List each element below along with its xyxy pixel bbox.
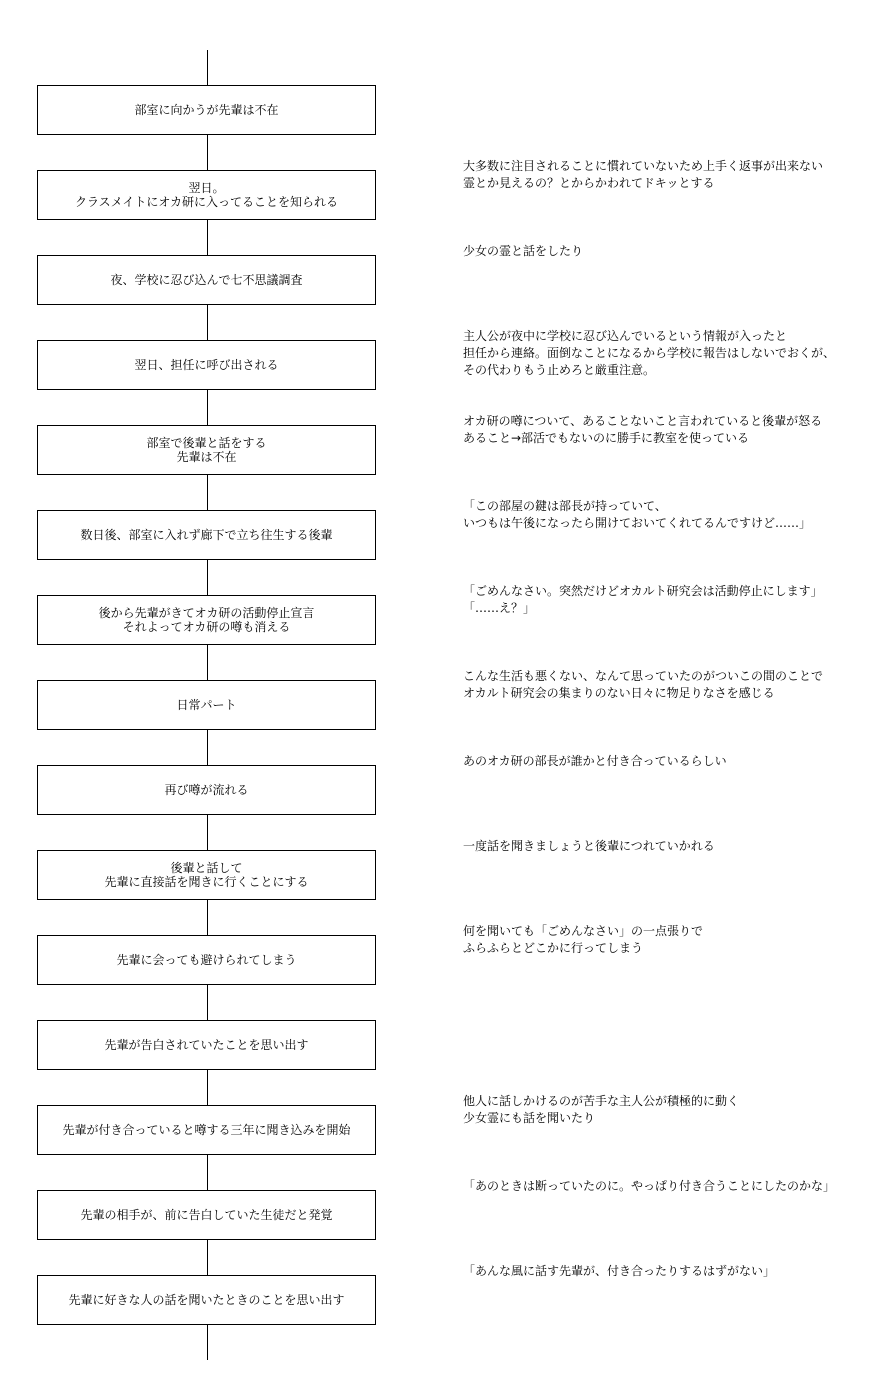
step-box <box>37 680 376 730</box>
step-label: 部室に向かうが先輩は不在 <box>134 103 279 117</box>
step-label: 数日後、部室に入れず廊下で立ち往生する後輩 <box>80 528 333 542</box>
note-line: 主人公が夜中に学校に忍び込んでいるという情報が入ったと <box>463 329 788 343</box>
step-box <box>37 1190 376 1240</box>
step-note <box>463 328 863 379</box>
step-label: 先輩に直接話を聞きに行くことにする <box>104 875 309 889</box>
step-box <box>37 510 376 560</box>
note-line: 「この部屋の鍵は部長が持っていて、 <box>463 499 667 513</box>
note-line: あのオカ研の部長が誰かと付き合っているらしい <box>463 754 727 768</box>
step-box <box>37 85 376 135</box>
step-note <box>463 838 863 855</box>
step-box <box>37 425 376 475</box>
step-label: 先輩に好きな人の話を聞いたときのことを思い出す <box>68 1293 345 1307</box>
note-line: 「ごめんなさい。突然だけどオカルト研究会は活動停止にします」 <box>463 584 823 598</box>
step-note <box>463 413 863 447</box>
step-label: 先輩に会っても避けられてしまう <box>116 953 297 967</box>
step-note <box>463 1093 863 1127</box>
step-label: 夜、学校に忍び込んで七不思議調査 <box>110 273 303 287</box>
note-line: 「あんな風に話す先輩が、付き合ったりするはずがない」 <box>463 1264 776 1278</box>
step-label: 後輩と話して <box>170 861 243 875</box>
step-label: 翌日。 <box>188 181 225 195</box>
step-note <box>463 668 863 702</box>
step-box <box>37 170 376 220</box>
step-label: 後から先輩がきてオカ研の活動停止宣言 <box>98 606 315 620</box>
note-line: 少女霊にも話を聞いたり <box>463 1111 596 1125</box>
step-label: クラスメイトにオカ研に入ってることを知られる <box>74 195 339 209</box>
step-box <box>37 255 376 305</box>
note-line: こんな生活も悪くない、なんて思っていたのがついこの間のことで <box>463 669 824 683</box>
note-line: 他人に話しかけるのが苦手な主人公が積極的に動く <box>463 1094 740 1108</box>
step-note <box>463 583 863 617</box>
step-label: それよってオカ研の噂も消える <box>122 620 291 634</box>
step-box <box>37 850 376 900</box>
note-line: いつもは午後になったら開けておいてくれてるんですけど……」 <box>463 516 812 530</box>
note-line: 大多数に注目されることに慣れていないため上手く返事が出来ない <box>463 159 824 173</box>
step-box <box>37 1105 376 1155</box>
note-line: 「あのときは断っていたのに。やっぱり付き合うことにしたのかな」 <box>463 1179 836 1193</box>
step-note <box>463 923 863 957</box>
step-label: 部室で後輩と話をする <box>146 436 267 450</box>
step-note <box>463 498 863 532</box>
note-line: その代わりもう止めろと厳重注意。 <box>463 363 656 377</box>
note-line: 担任から連絡。面倒なことになるから学校に報告はしないでおくが、 <box>463 346 836 360</box>
step-label: 先輩は不在 <box>176 450 237 464</box>
step-note <box>463 243 863 260</box>
step-label: 先輩が告白されていたことを思い出す <box>104 1038 309 1052</box>
step-note <box>463 1263 863 1280</box>
step-box <box>37 595 376 645</box>
note-line: 一度話を聞きましょうと後輩につれていかれる <box>463 839 715 853</box>
step-label: 先輩が付き合っていると噂する三年に聞き込みを開始 <box>62 1123 351 1137</box>
step-label: 再び噂が流れる <box>164 783 249 797</box>
step-box <box>37 935 376 985</box>
step-label: 翌日、担任に呼び出される <box>134 358 279 372</box>
step-box <box>37 340 376 390</box>
note-line: 「……え？」 <box>463 601 536 615</box>
step-label: 日常パート <box>176 698 237 712</box>
note-line: ふらふらとどこかに行ってしまう <box>463 941 644 955</box>
step-box <box>37 1275 376 1325</box>
note-line: 霊とか見えるの？とからかわれてドキッとする <box>463 176 715 190</box>
step-label: 先輩の相手が、前に告白していた生徒だと発覚 <box>80 1208 333 1222</box>
note-line: オカルト研究会の集まりのない日々に物足りなさを感じる <box>463 686 775 700</box>
step-box <box>37 1020 376 1070</box>
step-box <box>37 765 376 815</box>
note-line: オカ研の噂について、あることないこと言われていると後輩が怒る <box>463 414 823 428</box>
note-line: あること→部活でもないのに勝手に教室を使っている <box>463 431 750 445</box>
step-note <box>463 1178 863 1195</box>
note-line: 少女の霊と話をしたり <box>463 244 584 258</box>
step-note <box>463 753 863 770</box>
note-line: 何を聞いても「ごめんなさい」の一点張りで <box>463 924 704 938</box>
step-note <box>463 158 863 192</box>
